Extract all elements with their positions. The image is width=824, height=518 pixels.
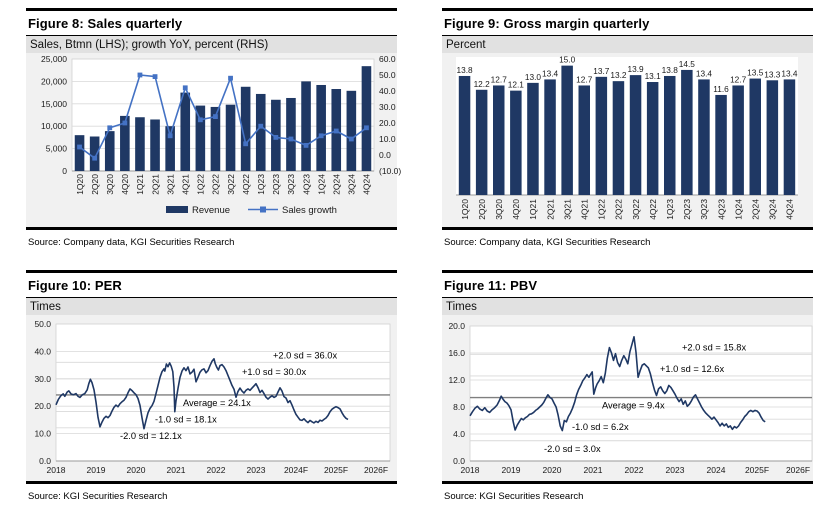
svg-text:1Q22: 1Q22 [596,199,607,220]
per-band-chart [26,315,397,481]
svg-text:4.0: 4.0 [453,429,465,439]
svg-text:-2.0 sd = 12.1x: -2.0 sd = 12.1x [120,430,182,441]
svg-text:0.0: 0.0 [39,456,51,466]
svg-text:1Q24: 1Q24 [733,199,744,220]
svg-text:2025F: 2025F [744,465,770,475]
svg-text:4Q21: 4Q21 [180,174,191,195]
svg-text:2Q24: 2Q24 [750,199,761,220]
svg-text:2020: 2020 [542,465,562,475]
svg-text:12.7: 12.7 [730,74,747,85]
sales-quarterly-chart [26,53,402,227]
svg-text:20.0: 20.0 [34,401,51,412]
svg-text:2026F: 2026F [785,465,811,475]
svg-text:1Q21: 1Q21 [528,199,539,220]
svg-text:2023: 2023 [246,465,266,475]
svg-text:12.0: 12.0 [448,375,465,385]
figure-title: Figure 10: PER [28,278,122,293]
svg-text:+2.0 sd = 36.0x: +2.0 sd = 36.0x [273,350,338,361]
svg-text:13.1: 13.1 [644,71,661,82]
svg-text:12.7: 12.7 [490,74,507,85]
svg-text:2019: 2019 [501,465,521,475]
figure-title: Figure 11: PBV [444,278,538,293]
svg-text:2018: 2018 [460,465,480,475]
svg-text:+2.0 sd = 15.8x: +2.0 sd = 15.8x [682,342,747,353]
figure-9-panel [442,8,813,248]
svg-text:3Q21: 3Q21 [562,199,573,220]
svg-text:10.0: 10.0 [379,134,396,144]
svg-text:60.0: 60.0 [379,54,396,64]
svg-text:25,000: 25,000 [41,54,67,64]
svg-text:2Q20: 2Q20 [89,174,100,195]
chart-canvas [442,315,811,481]
svg-text:13.7: 13.7 [593,65,610,76]
svg-text:10.0: 10.0 [34,428,51,439]
svg-text:2021: 2021 [166,465,186,475]
svg-text:4Q24: 4Q24 [361,174,372,195]
svg-text:30.0: 30.0 [34,373,51,384]
svg-text:2Q21: 2Q21 [150,174,161,195]
chart-canvas [26,315,397,481]
svg-text:3Q22: 3Q22 [630,199,641,220]
svg-text:2Q24: 2Q24 [331,174,342,195]
svg-text:2019: 2019 [86,465,106,475]
figure-title: Figure 8: Sales quarterly [28,16,183,31]
svg-text:Average = 24.1x: Average = 24.1x [183,397,251,408]
svg-text:2Q23: 2Q23 [271,174,282,195]
gross-margin-chart [442,53,813,227]
svg-text:30.0: 30.0 [379,102,396,112]
svg-text:2Q21: 2Q21 [545,199,556,220]
svg-text:10,000: 10,000 [41,121,67,132]
figure-8-panel [26,8,402,248]
source-text: Source: Company data, KGI Securities Research [444,237,651,248]
svg-text:1Q20: 1Q20 [459,199,470,220]
svg-text:4Q23: 4Q23 [301,174,312,195]
svg-text:Revenue: Revenue [192,205,231,216]
svg-text:13.3: 13.3 [764,69,781,80]
svg-text:50.0: 50.0 [34,319,51,329]
svg-text:4Q22: 4Q22 [240,174,251,195]
svg-text:Average = 9.4x: Average = 9.4x [602,400,665,411]
svg-text:40.0: 40.0 [34,346,51,357]
svg-text:13.8: 13.8 [456,64,473,75]
svg-text:2Q22: 2Q22 [210,174,221,195]
pbv-band-chart [442,315,813,481]
svg-text:13.4: 13.4 [781,68,798,79]
figures-row-top [26,8,816,248]
svg-text:2024: 2024 [706,465,726,475]
svg-text:13.4: 13.4 [541,68,559,79]
svg-text:1Q24: 1Q24 [316,174,327,195]
svg-text:20.0: 20.0 [379,118,396,128]
svg-text:15,000: 15,000 [41,98,67,109]
figure-11-panel [442,270,813,502]
svg-text:40.0: 40.0 [379,86,396,96]
figure-subtitle: Times [26,298,397,315]
svg-text:-2.0 sd = 3.0x: -2.0 sd = 3.0x [544,443,601,454]
svg-text:3Q24: 3Q24 [346,174,357,195]
svg-text:2020: 2020 [126,465,146,475]
figure-10-panel [26,270,397,502]
svg-text:12.1: 12.1 [507,79,524,90]
figure-title: Figure 9: Gross margin quarterly [444,16,650,31]
svg-text:2025F: 2025F [323,465,349,475]
svg-text:2023: 2023 [665,465,685,475]
svg-text:1Q23: 1Q23 [664,199,675,220]
svg-text:16.0: 16.0 [448,348,465,358]
svg-text:13.5: 13.5 [747,67,764,78]
svg-text:2Q23: 2Q23 [682,199,693,220]
svg-text:4Q20: 4Q20 [511,199,522,220]
source-text: Source: KGI Securities Research [28,491,168,502]
svg-text:12.7: 12.7 [576,74,593,85]
svg-text:Sales growth: Sales growth [282,205,337,216]
svg-text:0.0: 0.0 [379,150,391,160]
svg-text:4Q20: 4Q20 [120,174,131,195]
svg-text:13.8: 13.8 [661,64,678,75]
svg-text:12.2: 12.2 [473,78,490,89]
svg-text:4Q24: 4Q24 [784,199,795,220]
svg-text:2026F: 2026F [363,465,389,475]
svg-text:-1.0 sd = 6.2x: -1.0 sd = 6.2x [572,422,629,433]
svg-text:13.2: 13.2 [610,70,627,81]
svg-text:2024F: 2024F [283,465,309,475]
svg-text:2021: 2021 [583,465,603,475]
svg-text:3Q21: 3Q21 [165,174,176,195]
svg-text:2018: 2018 [46,465,66,475]
svg-text:4Q22: 4Q22 [647,199,658,220]
svg-text:2022: 2022 [624,465,644,475]
svg-text:15.0: 15.0 [559,54,576,65]
svg-text:14.5: 14.5 [678,58,695,69]
svg-text:4Q23: 4Q23 [716,199,727,220]
svg-text:3Q24: 3Q24 [767,199,778,220]
svg-text:1Q21: 1Q21 [135,174,146,195]
svg-text:13.9: 13.9 [627,64,644,75]
svg-text:0.0: 0.0 [453,456,465,466]
svg-text:2Q22: 2Q22 [613,199,624,220]
svg-text:1Q22: 1Q22 [195,174,206,195]
chart-canvas [442,53,813,227]
svg-text:11.6: 11.6 [713,83,729,94]
svg-text:3Q23: 3Q23 [699,199,710,220]
figure-subtitle: Percent [442,36,813,53]
svg-text:+1.0 sd = 12.6x: +1.0 sd = 12.6x [660,363,725,374]
source-text: Source: Company data, KGI Securities Research [28,237,235,248]
svg-text:5,000: 5,000 [45,143,67,154]
svg-text:3Q22: 3Q22 [225,174,236,195]
svg-text:2022: 2022 [206,465,226,475]
svg-text:4Q21: 4Q21 [579,199,590,220]
svg-text:2Q20: 2Q20 [476,199,487,220]
figure-subtitle: Sales, Btmn (LHS); growth YoY, percent (RHS) [26,36,397,53]
svg-text:0: 0 [62,166,67,176]
svg-text:20,000: 20,000 [41,76,67,87]
svg-text:1Q23: 1Q23 [255,174,266,195]
svg-text:1Q20: 1Q20 [74,174,85,195]
svg-text:20.0: 20.0 [448,321,465,331]
svg-text:13.0: 13.0 [524,71,542,82]
svg-text:8.0: 8.0 [453,402,465,412]
svg-text:(10.0): (10.0) [379,166,402,176]
svg-text:13.4: 13.4 [695,68,713,79]
svg-text:3Q20: 3Q20 [493,199,504,220]
source-text: Source: KGI Securities Research [444,491,584,502]
svg-text:3Q23: 3Q23 [286,174,297,195]
figures-row-bottom [26,270,816,502]
svg-text:50.0: 50.0 [379,70,396,80]
svg-text:3Q20: 3Q20 [104,174,115,195]
svg-text:-1.0 sd = 18.1x: -1.0 sd = 18.1x [155,414,217,425]
svg-text:+1.0 sd = 30.0x: +1.0 sd = 30.0x [242,366,307,377]
chart-canvas [26,53,402,227]
figure-subtitle: Times [442,298,813,315]
